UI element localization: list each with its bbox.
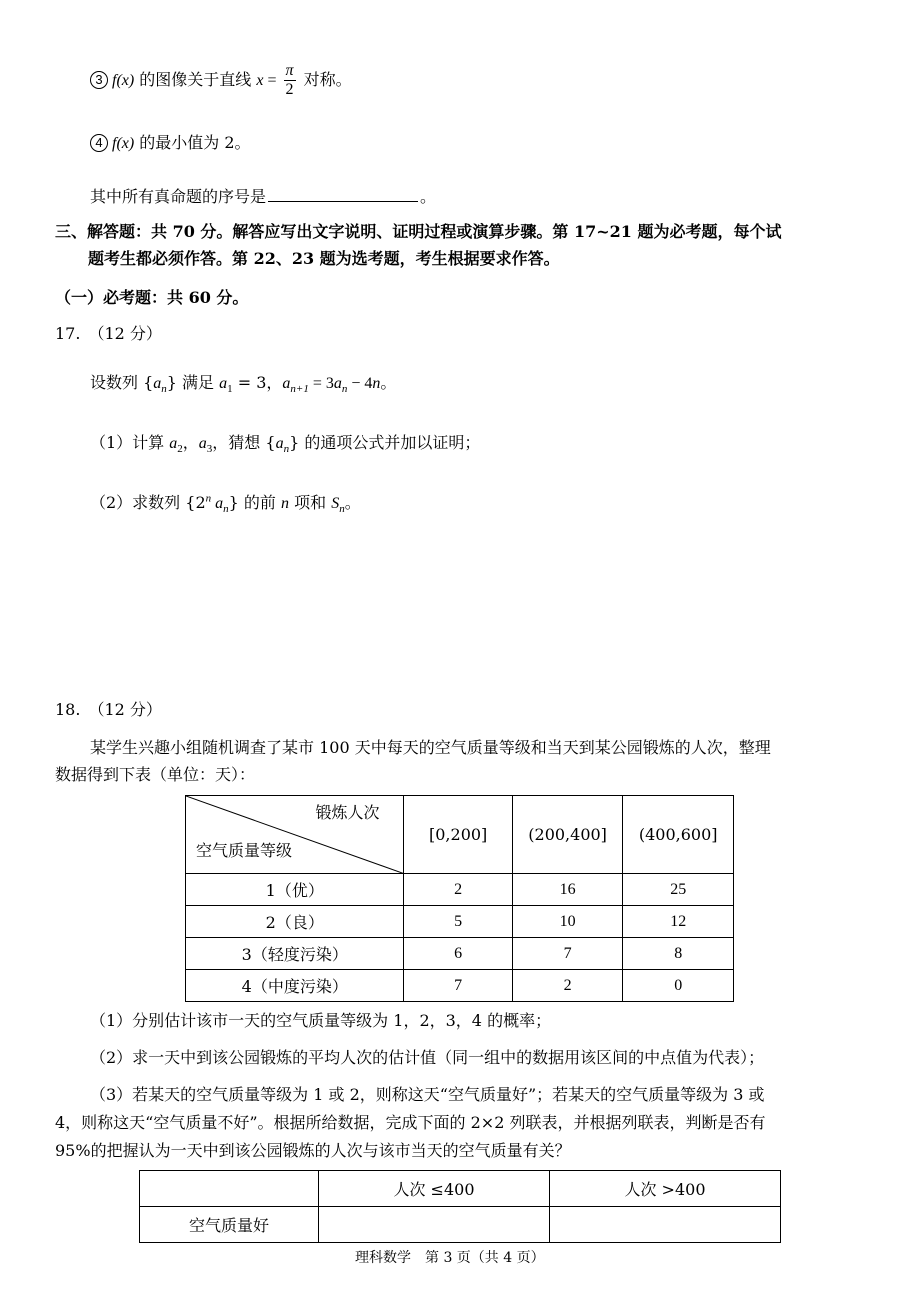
table-cell: 2: [404, 874, 512, 906]
section-heading: 三、解答题：共 70 分。解答应写出文字说明、证明过程或演算步骤。第 17~21 题为必考题，每个试: [55, 222, 782, 241]
corner-bottom-label: 空气质量等级: [196, 841, 293, 860]
column-header: 人次 ≤400: [319, 1171, 550, 1207]
table-cell: 12: [623, 906, 734, 938]
column-header: (200,400]: [512, 796, 623, 874]
page-footer: 理科数学 第 3 页（共 4 页）: [355, 1250, 545, 1266]
q17-header: 17. （12 分）: [55, 324, 162, 343]
table-row: [186, 938, 734, 970]
table-cell: 16: [512, 874, 623, 906]
table-corner-cell: [186, 796, 404, 874]
q17-part1: （1）计算 $a_2$，$a_3$，猜想 $\{a_n\}$ 的通项公式并加以证明；: [90, 433, 481, 456]
table-cell: 7: [404, 970, 512, 1002]
q18-intro-line2: 数据得到下表（单位：天）：: [55, 765, 256, 784]
table-cell: 2: [512, 970, 623, 1002]
table-row: [186, 970, 734, 1002]
table-cell: 5: [404, 906, 512, 938]
q18-part2: （2）求一天中到该公园锻炼的平均人次的估计值（同一组中的数据用该区间的中点值为代表）；: [90, 1048, 765, 1067]
q17-part2: （2）求数列 {2$^n$ $a_n$} 的前 n 项和 $S_n$。: [90, 492, 361, 516]
corner-top-label: 锻炼人次: [315, 803, 380, 822]
part-heading: （一）必考题：共 60 分。: [55, 288, 249, 307]
table-cell: [319, 1207, 550, 1243]
answer-blank: [268, 187, 418, 202]
row-label: 1（优）: [186, 874, 404, 906]
row-label: 4（中度污染）: [186, 970, 404, 1002]
q18-part3-line1: （3）若某天的空气质量等级为 1 或 2，则称这天“空气质量好”；若某天的空气质量等级为 3 或: [90, 1085, 765, 1104]
q18-header: 18. （12 分）: [55, 700, 162, 719]
statement-3: 3 f(x) 的图像关于直线 x = $\frac{\pi}{2}$ 对称。: [90, 62, 352, 99]
q18-part3-line3: 95%的把握认为一天中到该公园锻炼的人次与该市当天的空气质量有关？: [55, 1141, 571, 1160]
contingency-table: [139, 1170, 781, 1243]
table-cell: 0: [623, 970, 734, 1002]
q17-intro: 设数列 $\{a_n\}$ 满足 $a_1 = 3$，$a_{n+1} = 3a_n - 4n$。: [90, 373, 397, 396]
statement-4: 4 f(x) 的最小值为 2。: [90, 130, 251, 153]
column-header: 人次 >400: [550, 1171, 781, 1207]
table-cell: [550, 1207, 781, 1243]
section-heading-cont: 题考生都必须作答。第 22、23 题为选考题，考生根据要求作答。: [88, 249, 560, 268]
row-label: 3（轻度污染）: [186, 938, 404, 970]
table-row: [186, 874, 734, 906]
data-table: [185, 795, 734, 1002]
circled-number: 3: [90, 71, 108, 89]
empty-corner: [140, 1171, 319, 1207]
column-header: [0,200]: [404, 796, 512, 874]
q18-part1: （1）分别估计该市一天的空气质量等级为 1，2，3，4 的概率；: [90, 1011, 552, 1030]
table-cell: 7: [512, 938, 623, 970]
table-cell: 25: [623, 874, 734, 906]
table-row: [186, 906, 734, 938]
table-cell: 10: [512, 906, 623, 938]
row-label: 2（良）: [186, 906, 404, 938]
fill-in-question: 其中所有真命题的序号是 。: [90, 187, 437, 206]
table-cell: 8: [623, 938, 734, 970]
table-row: [140, 1207, 781, 1243]
circled-number: 4: [90, 134, 108, 152]
fraction: $\frac{\pi}{2}$: [285, 62, 294, 98]
row-label: 空气质量好: [140, 1207, 319, 1243]
column-header: (400,600]: [623, 796, 734, 874]
q18-intro-line1: 某学生兴趣小组随机调查了某市 100 天中每天的空气质量等级和当天到某公园锻炼的人次，整理: [90, 738, 771, 757]
q18-part3-line2: 4，则称这天“空气质量不好”。根据所给数据，完成下面的 2×2 列联表，并根据列联表，判断是否有: [55, 1113, 766, 1132]
table-cell: 6: [404, 938, 512, 970]
